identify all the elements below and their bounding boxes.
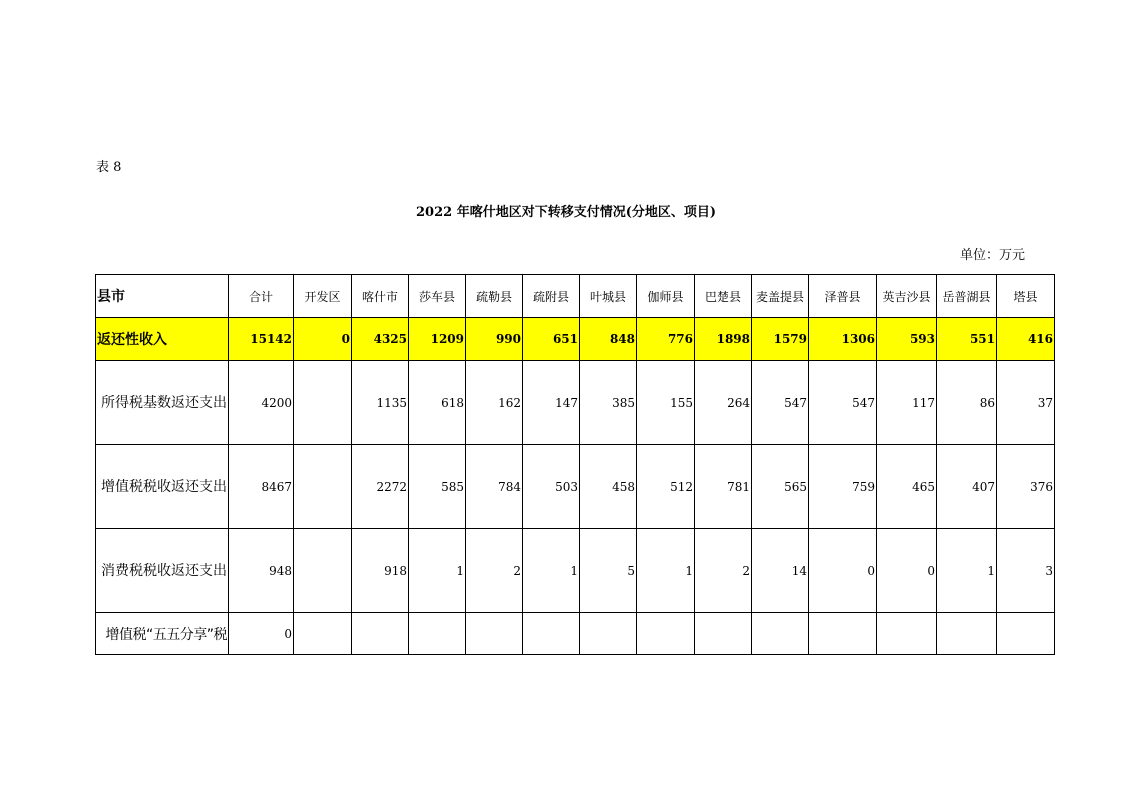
row-label: 增值税税收返还支出 (96, 445, 229, 529)
row-label: 增值税“五五分享”税 (96, 613, 229, 655)
header-cell: 伽师县 (637, 275, 695, 318)
value-cell: 1 (937, 529, 997, 613)
header-cell: 疏附县 (523, 275, 580, 318)
header-cell: 麦盖提县 (752, 275, 809, 318)
header-cell: 莎车县 (409, 275, 466, 318)
header-cell-region: 县市 (96, 275, 229, 318)
value-cell: 759 (809, 445, 877, 529)
header-cell: 岳普湖县 (937, 275, 997, 318)
value-cell: 0 (294, 318, 352, 361)
value-cell: 551 (937, 318, 997, 361)
value-cell: 651 (523, 318, 580, 361)
header-cell: 塔县 (997, 275, 1055, 318)
value-cell: 1306 (809, 318, 877, 361)
value-cell: 948 (229, 529, 294, 613)
value-cell: 4200 (229, 361, 294, 445)
value-cell: 2 (466, 529, 523, 613)
value-cell: 990 (466, 318, 523, 361)
table-number-label: 表 8 (96, 160, 122, 175)
value-cell: 8467 (229, 445, 294, 529)
value-cell: 918 (352, 529, 409, 613)
value-cell: 376 (997, 445, 1055, 529)
header-cell: 开发区 (294, 275, 352, 318)
value-cell: 385 (580, 361, 637, 445)
value-cell (937, 613, 997, 655)
value-cell: 465 (877, 445, 937, 529)
value-cell (294, 529, 352, 613)
header-cell: 叶城县 (580, 275, 637, 318)
value-cell (294, 361, 352, 445)
value-cell (523, 613, 580, 655)
header-cell: 疏勒县 (466, 275, 523, 318)
value-cell: 784 (466, 445, 523, 529)
value-cell: 776 (637, 318, 695, 361)
value-cell: 14 (752, 529, 809, 613)
table-row (96, 318, 1055, 361)
value-cell: 547 (752, 361, 809, 445)
value-cell: 155 (637, 361, 695, 445)
unit-label: 单位：万元 (960, 248, 1026, 263)
value-cell: 547 (809, 361, 877, 445)
value-cell (695, 613, 752, 655)
value-cell (637, 613, 695, 655)
value-cell: 162 (466, 361, 523, 445)
value-cell: 1 (409, 529, 466, 613)
value-cell: 0 (809, 529, 877, 613)
value-cell: 37 (997, 361, 1055, 445)
value-cell (466, 613, 523, 655)
value-cell: 147 (523, 361, 580, 445)
header-cell: 巴楚县 (695, 275, 752, 318)
value-cell: 416 (997, 318, 1055, 361)
value-cell: 848 (580, 318, 637, 361)
page-title: 2022 年喀什地区对下转移支付情况(分地区、项目) (415, 205, 716, 220)
value-cell: 1579 (752, 318, 809, 361)
row-label: 返还性收入 (96, 318, 229, 361)
transfer-payment-table (95, 274, 1055, 655)
value-cell: 503 (523, 445, 580, 529)
value-cell: 2272 (352, 445, 409, 529)
value-cell: 117 (877, 361, 937, 445)
header-cell: 英吉沙县 (877, 275, 937, 318)
value-cell: 1898 (695, 318, 752, 361)
table-header-row (96, 275, 1055, 318)
value-cell: 1 (523, 529, 580, 613)
value-cell: 264 (695, 361, 752, 445)
row-label: 所得税基数返还支出 (96, 361, 229, 445)
header-cell: 喀什市 (352, 275, 409, 318)
table-row (96, 529, 1055, 613)
value-cell (409, 613, 466, 655)
value-cell: 1209 (409, 318, 466, 361)
value-cell: 5 (580, 529, 637, 613)
value-cell: 458 (580, 445, 637, 529)
value-cell (752, 613, 809, 655)
value-cell: 593 (877, 318, 937, 361)
value-cell: 585 (409, 445, 466, 529)
table-row (96, 361, 1055, 445)
value-cell: 618 (409, 361, 466, 445)
header-cell: 泽普县 (809, 275, 877, 318)
value-cell (809, 613, 877, 655)
value-cell (580, 613, 637, 655)
value-cell (294, 613, 352, 655)
value-cell: 565 (752, 445, 809, 529)
value-cell: 15142 (229, 318, 294, 361)
value-cell (352, 613, 409, 655)
value-cell: 0 (877, 529, 937, 613)
value-cell (294, 445, 352, 529)
value-cell: 512 (637, 445, 695, 529)
value-cell: 1 (637, 529, 695, 613)
row-label: 消费税税收返还支出 (96, 529, 229, 613)
table-row (96, 445, 1055, 529)
value-cell: 781 (695, 445, 752, 529)
value-cell (997, 613, 1055, 655)
value-cell: 3 (997, 529, 1055, 613)
value-cell: 2 (695, 529, 752, 613)
table-row (96, 613, 1055, 655)
value-cell (877, 613, 937, 655)
value-cell: 4325 (352, 318, 409, 361)
value-cell: 407 (937, 445, 997, 529)
value-cell: 86 (937, 361, 997, 445)
value-cell: 1135 (352, 361, 409, 445)
header-cell: 合计 (229, 275, 294, 318)
value-cell: 0 (229, 613, 294, 655)
